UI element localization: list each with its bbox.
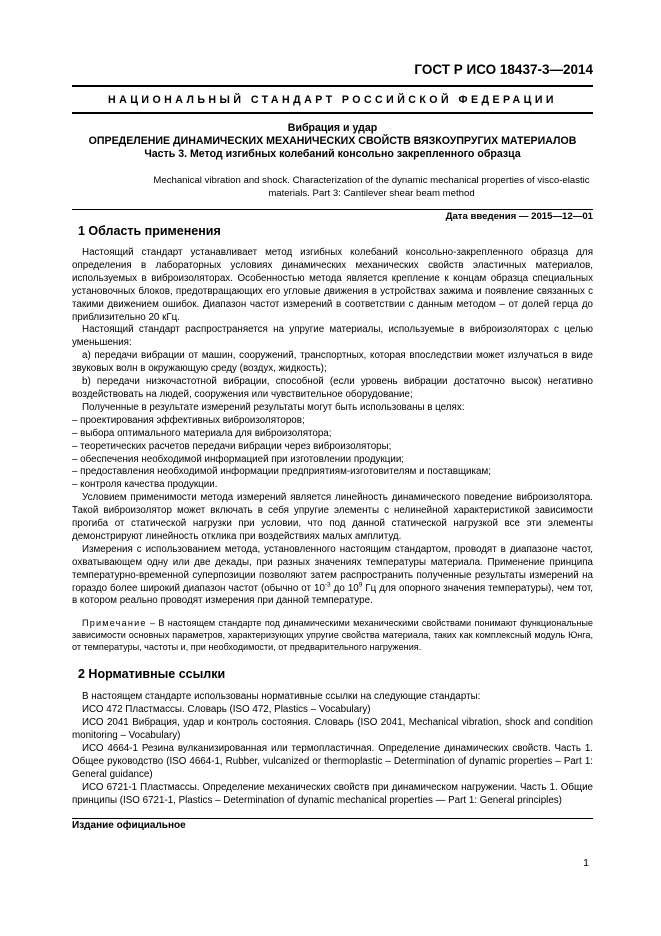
english-title: Mechanical vibration and shock. Characterization of the dynamic mechanical properties of visco-elastic materials. Part 3: Cantilever shear beam method bbox=[153, 175, 590, 199]
normative-reference: ИСО 2041 Вибрация, удар и контроль состояния. Словарь (ISO 2041, Mechanical vibration, shock and condition monitoring – Vocabulary) bbox=[72, 717, 593, 742]
national-standard-banner: НАЦИОНАЛЬНЫЙ СТАНДАРТ РОССИЙСКОЙ ФЕДЕРАЦИИ bbox=[108, 94, 557, 106]
list-item: – контроля качества продукции. bbox=[72, 479, 593, 492]
banner-rule bbox=[72, 112, 593, 114]
section-2-paragraph: В настоящем стандарте использованы нормативные ссылки на следующие стандарты: bbox=[82, 691, 481, 703]
list-item: – предоставления необходимой информации предприятиям-изготовителям и поставщикам; bbox=[72, 466, 593, 479]
note-label: Примечание bbox=[82, 618, 147, 629]
introduction-date: Дата введения — 2015—12—01 bbox=[445, 211, 593, 222]
title-line-2: ОПРЕДЕЛЕНИЕ ДИНАМИЧЕСКИХ МЕХАНИЧЕСКИХ СВОЙСТВ ВЯЗКОУПРУГИХ МАТЕРИАЛОВ bbox=[88, 135, 577, 147]
section-1-paragraph: Настоящий стандарт распространяется на упругие материалы, используемые в виброизоляторах с целью уменьшения: bbox=[72, 324, 593, 349]
page-number: 1 bbox=[583, 857, 589, 869]
section-1-paragraph: Полученные в результате измерений результаты могут быть использованы в целях: bbox=[82, 401, 465, 413]
normative-reference: ИСО 472 Пластмассы. Словарь (ISO 472, Plastics – Vocabulary) bbox=[82, 704, 371, 716]
section-1-paragraph: b) передачи низкочастотной вибрации, способной (если уровень вибрации достаточно высок) негативно воздействовать на людей, сооружения или чувствительное оборудование; bbox=[72, 376, 593, 400]
list-item: – теоретических расчетов передачи вибрации через виброизоляторы; bbox=[72, 441, 593, 454]
title-line-3: Часть 3. Метод изгибных колебаний консольно закрепленного образца bbox=[144, 148, 521, 160]
list-item: – выбора оптимального материала для виброизолятора; bbox=[72, 428, 593, 441]
main-content bbox=[72, 222, 593, 808]
title-block bbox=[72, 122, 593, 161]
list-item: – проектирования эффективных виброизоляторов; bbox=[72, 415, 593, 428]
section-1-paragraph: Настоящий стандарт устанавливает метод изгибных колебаний консольно-закрепленного образца для определения в лабораторных условиях динамических механических свойств эластичных материалов, используемых в виброизоляторах. Особенностью метода является крепление к концам образца специальных установочных блоков, предотвращающих его угловые движения в устройствах зажима и появление связанных с такими движением ошибок. Диапазон частот измерений в соответствии с данным методом – от долей герца до приблизительно 20 кГц. bbox=[72, 247, 593, 323]
list-item: – обеспечения необходимой информацией при изготовлении продукции; bbox=[72, 454, 593, 467]
section-1-heading: 1 Область применения bbox=[78, 224, 221, 238]
normative-reference: ИСО 4664-1 Резина вулканизированная или термопластичная. Определение динамических свойств. Часть 1. Общее руководство (ISO 4664-1, Rubber, vulcanized or thermoplastic – Determination of dynamic properties – Part 1: General guidance) bbox=[72, 743, 593, 780]
section-1-paragraph: Измерения с использованием метода, установленного настоящим стандартом, проводят в диапазоне частот, охватывающем одну или две декады, при разных значениях температуры материала. Применение принципа температурно-временной суперпозиции позволяют затем распространить полученные результаты измерений на гораздо более широкий диапазон частот (обычно от $10^{-3}$ до $10^9$ Гц для опорного значения температуры), чем тот, в котором реально проводят измерения при данной температуре. bbox=[72, 543, 593, 607]
section-1-paragraph: а) передачи вибрации от машин, сооружений, транспортных, которая впоследствии может излучаться в виде звуковых волн в окружающую среду (воздух, жидкость); bbox=[72, 350, 593, 375]
header-rule bbox=[72, 85, 593, 87]
note-text: – В настоящем стандарте под динамическими механическими свойствами понимают функциональные зависимости основных параметров, характеризующих упругие свойства материала, таких как комплексный модуль Юнга, от температуры, частоты и, при необходимости, от предварительного нагружения. bbox=[72, 618, 593, 653]
title-rule bbox=[72, 209, 593, 210]
official-edition-label: Издание официальное bbox=[72, 820, 186, 831]
note bbox=[72, 617, 593, 653]
title-line-1: Вибрация и удар bbox=[287, 122, 378, 134]
footer-rule bbox=[72, 818, 593, 819]
normative-reference: ИСО 6721-1 Пластмассы. Определение механических свойств при динамическом нагружении. Часть 1. Общие принципы (ISO 6721-1, Plastics – Determination of dynamic mechanical properties — Part 1: General principles) bbox=[72, 781, 593, 806]
document-number: ГОСТ Р ИСО 18437-3—2014 bbox=[414, 62, 593, 77]
section-1-paragraph: Условием применимости метода измерений является линейность динамического поведение виброизолятора. Такой виброизолятор может включать в себя упругие элементы с нелинейной характеристикой зависимости прогиба от статической нагрузки при условии, что под данной статической нагрузкой все эти элементы демонстрируют линейность отклика при воздействиях малых амплитуд. bbox=[72, 492, 593, 542]
purpose-list bbox=[72, 415, 593, 492]
section-2-heading: 2 Нормативные ссылки bbox=[78, 667, 226, 682]
